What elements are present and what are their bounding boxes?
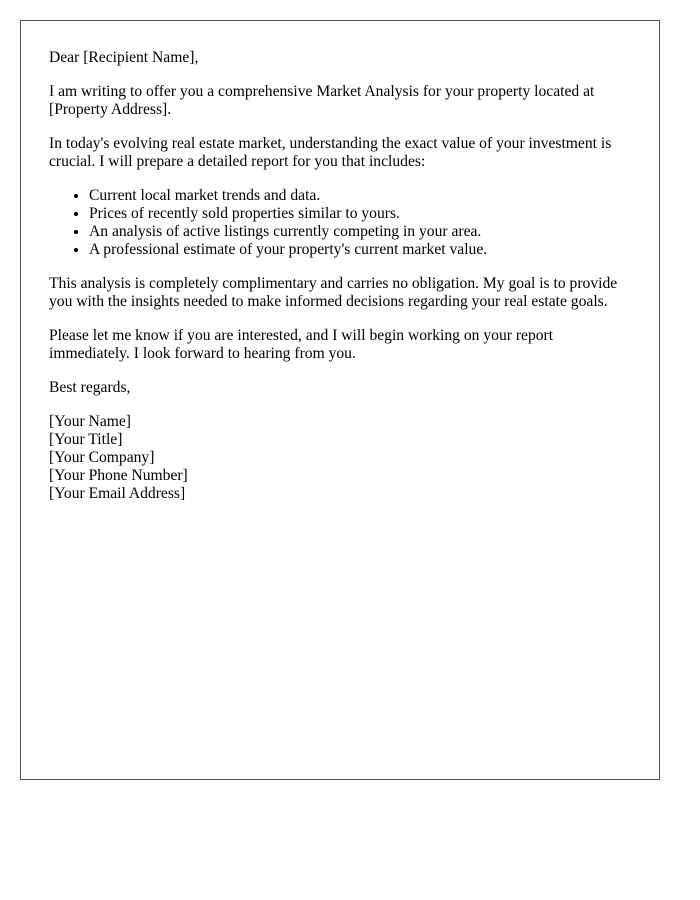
offer-paragraph: This analysis is completely complimentary and carries no obligation. My goal is to provide you with the insights needed to make informed decisions regarding your real estate goals. [49,275,618,310]
salutation: Dear [Recipient Name], [49,49,199,66]
signature-name: [Your Name] [49,413,132,430]
context-paragraph: In today's evolving real estate market, understanding the exact value of your investment is crucial. I will prepare a detailed report for you that includes: [49,135,612,170]
list-item: • Prices of recently sold properties similar to yours. [89,205,631,223]
intro-paragraph: I am writing to offer you a comprehensive Market Analysis for your property located at [Property Address]. [49,83,595,118]
report-items-list [49,187,631,259]
closing-request-paragraph: Please let me know if you are interested, and I will begin working on your report immediately. I look forward to hearing from you. [49,327,554,362]
list-item: • Current local market trends and data. [89,187,631,205]
signature-block [49,413,631,503]
signature-email: [Your Email Address] [49,485,186,502]
signature-phone: [Your Phone Number] [49,467,188,484]
signature-title: [Your Title] [49,431,123,448]
list-item: • A professional estimate of your property's current market value. [89,241,631,259]
sign-off: Best regards, [49,379,131,396]
list-item: • An analysis of active listings currently competing in your area. [89,223,631,241]
letter-page [20,20,660,780]
signature-company: [Your Company] [49,449,155,466]
